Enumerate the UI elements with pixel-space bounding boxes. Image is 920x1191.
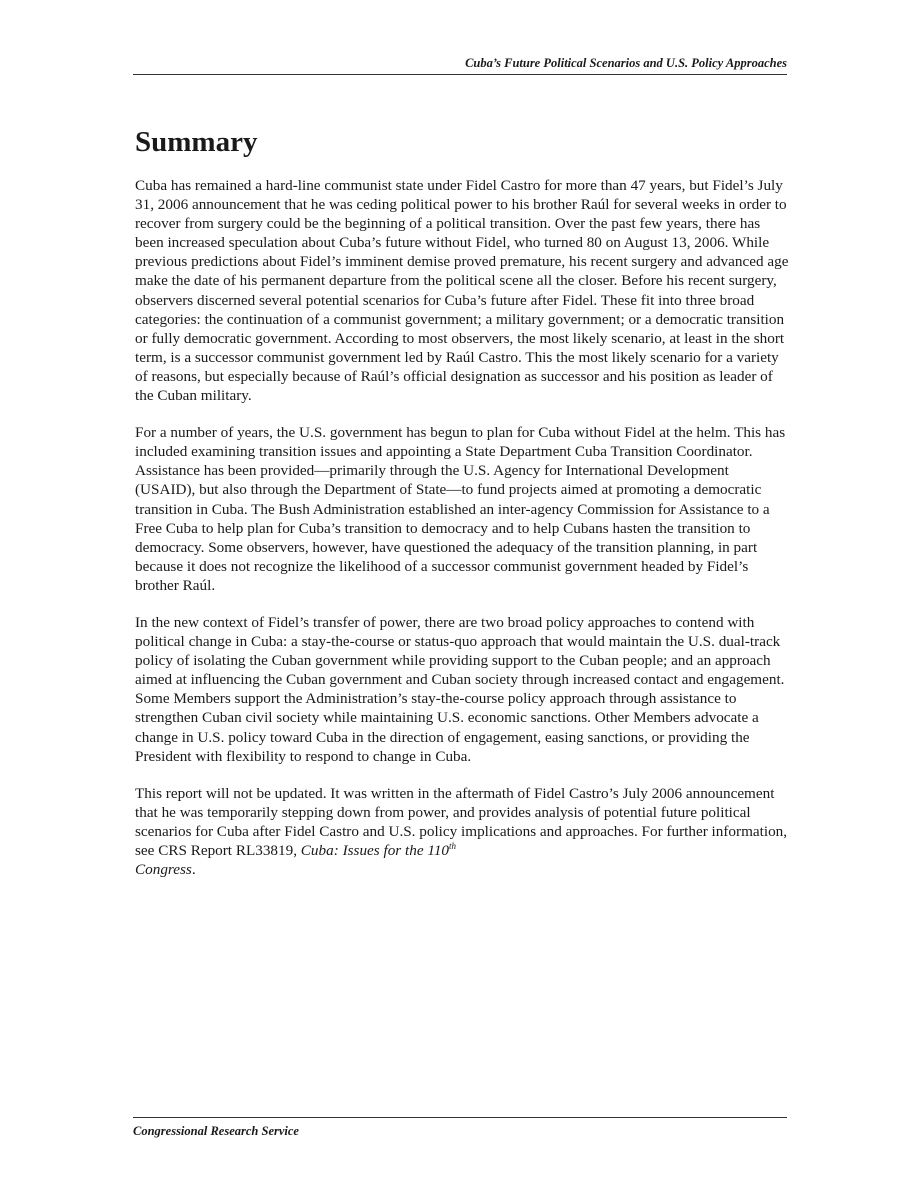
cited-title-end: Congress <box>135 861 192 879</box>
summary-paragraph-1: Cuba has remained a hard-line communist state under Fidel Castro for more than 47 years, but Fidel’s July 31, 2006 announcement that he was ceding political power to his brother Raúl for several weeks in order to recover from surgery could be the beginning of a political transition. Over the past few years, there has been increased speculation about Cuba’s future without Fidel, who turned 80 on August 13, 2006. While previous predictions about Fidel’s imminent demise proved premature, his recent surgery and advanced age make the date of his permanent departure from the political scene all the closer. Before his recent surgery, observers discerned several potential scenarios for Cuba’s future after Fidel. These fit into three broad categories: the continuation of a communist government; a military government; or a democratic transition or fully democratic government. According to most observers, the most likely scenario, at least in the short term, is a successor communist government led by Raúl Castro. This the most likely scenario for a variety of reasons, but especially because of Raúl’s official designation as successor and his position as leader of the Cuban military. <box>135 177 789 405</box>
running-footer <box>133 1117 787 1140</box>
running-header <box>133 54 787 75</box>
summary-paragraph-2: For a number of years, the U.S. government has begun to plan for Cuba without Fidel at the helm. This has included examining transition issues and appointing a State Department Cuba Transition Coordinator. Assistance has been provided—primarily through the U.S. Agency for International Development (USAID), but also through the Department of State—to fund projects aimed at promoting a democratic transition in Cuba. The Bush Administration established an inter-agency Commission for Assistance to a Free Cuba to help plan for Cuba’s transition to democracy and to help Cubans hasten the transition to democracy. Some observers, however, have questioned the adequacy of the transition planning, in part because it does not recognize the likelihood of a successor communist government headed by Fidel’s brother Raúl. <box>135 424 786 594</box>
cited-title-superscript: th <box>449 841 457 851</box>
paragraph-4-end: . <box>191 861 196 879</box>
summary-paragraph-4 <box>135 784 790 879</box>
cited-title-main: Cuba: Issues for the 110 <box>300 842 450 859</box>
summary-paragraph-3: In the new context of Fidel’s transfer of power, there are two broad policy approaches to contend with political change in Cuba: a stay-the-course or status-quo approach that would maintain the U.S. dual-track policy of isolating the Cuban government while providing support to the Cuban people; and an approach aimed at influencing the Cuban government and Cuban society through increased contact and engagement. Some Members support the Administration’s stay-the-course policy approach through assistance to strengthen Cuban civil society while maintaining U.S. economic sanctions. Other Members advocate a change in U.S. policy toward Cuba in the direction of engagement, easing sanctions, or providing the President with flexibility to respond to change in Cuba. <box>135 613 785 765</box>
running-header-title: Cuba’s Future Political Scenarios and U.S. Policy Approaches <box>465 56 787 70</box>
page-title: Summary <box>135 126 258 158</box>
footer-label: Congressional Research Service <box>133 1124 299 1138</box>
summary-body <box>135 176 790 897</box>
paragraph-4-text: This report will not be updated. It was written in the aftermath of Fidel Castro’s July 2006 announcement that he was temporarily stepping down from power, and provides analysis of potential future political scenarios for Cuba after Fidel Castro and U.S. policy implications and approaches. For further information, see CRS Report RL33819, <box>135 784 788 859</box>
